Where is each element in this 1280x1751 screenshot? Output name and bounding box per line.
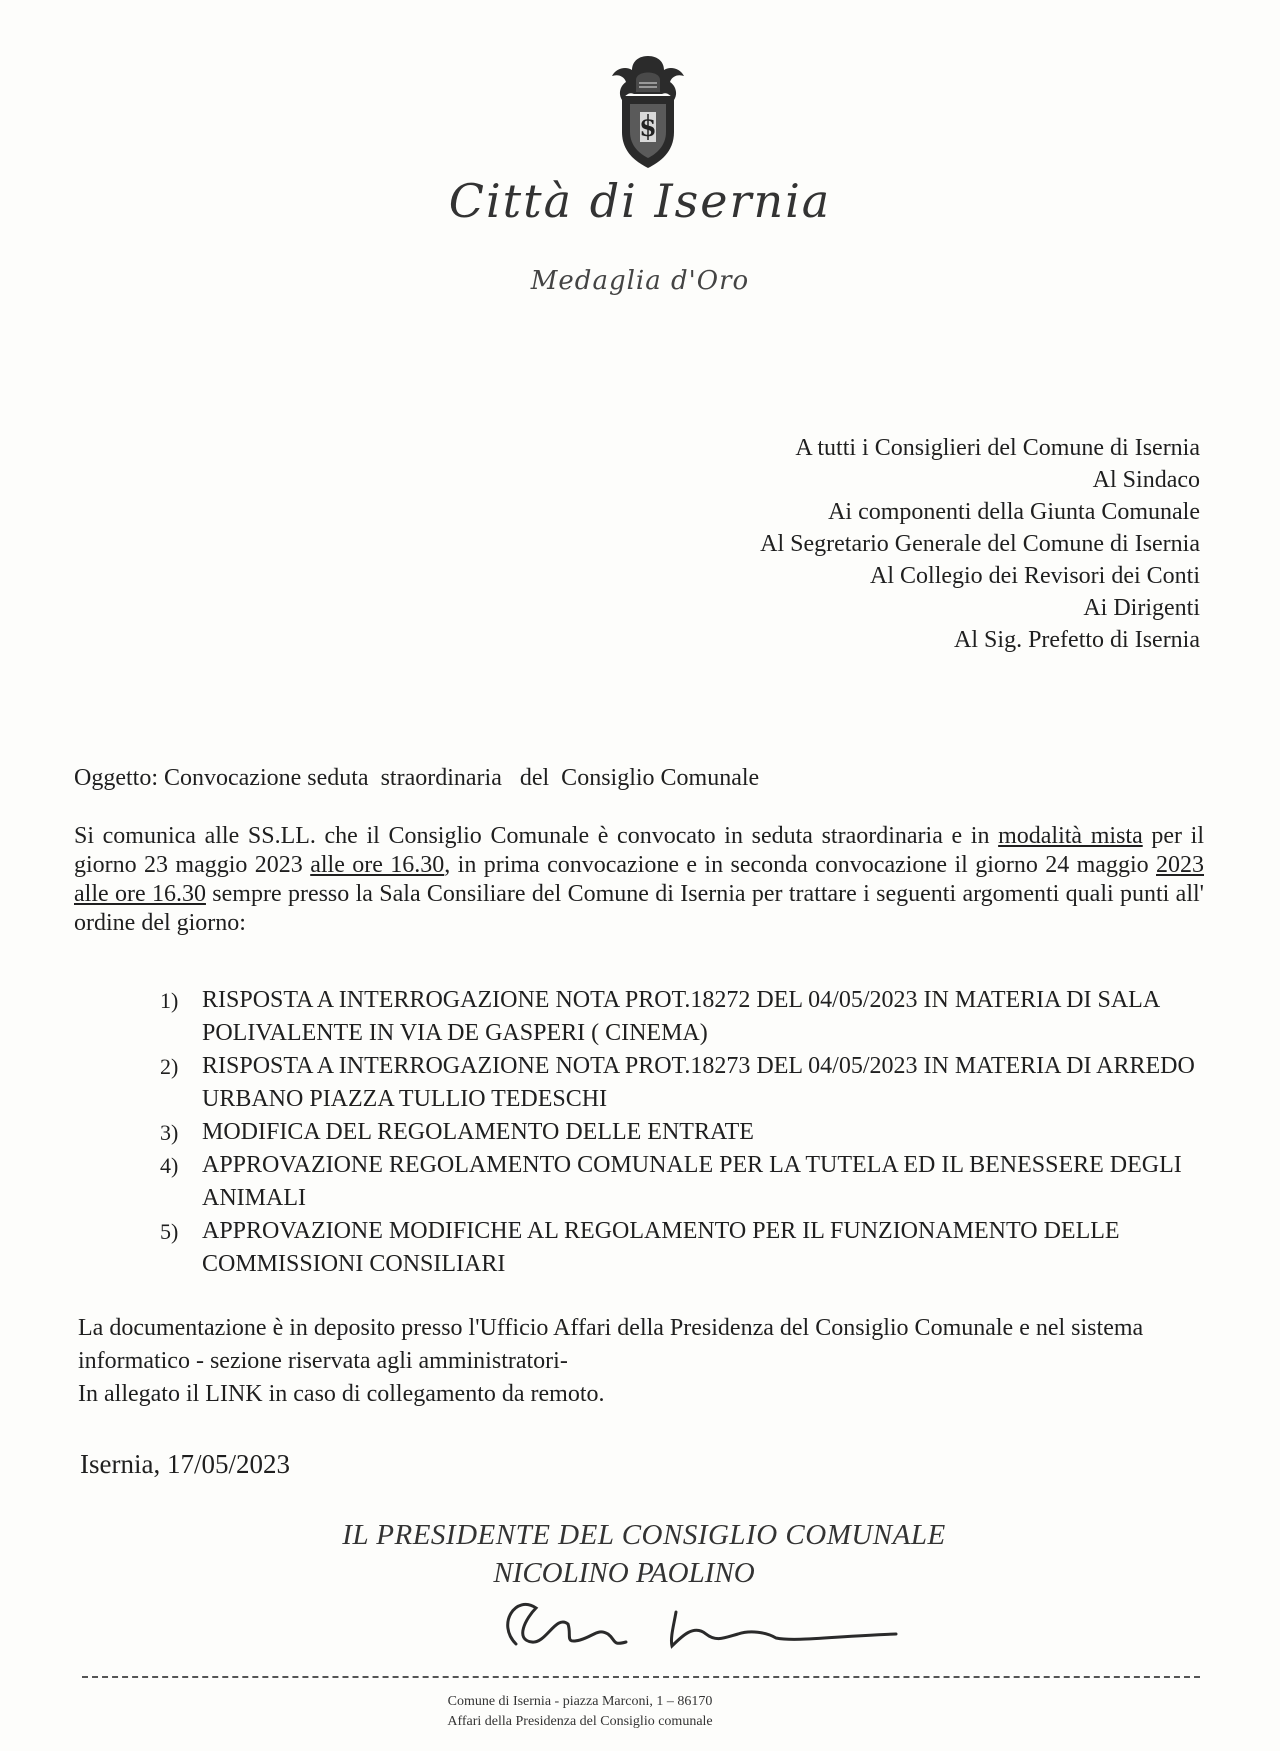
footer-address: Comune di Isernia - piazza Marconi, 1 – 86170 bbox=[447, 1694, 713, 1709]
agenda-item-number: 2) bbox=[160, 1054, 179, 1079]
recipient-line: Al Segretario Generale del Comune di Isernia bbox=[760, 531, 1200, 557]
intro-underlined-text: modalità mista bbox=[998, 823, 1143, 849]
handwritten-signature-icon bbox=[476, 1584, 916, 1664]
deposit-text: La documentazione è in deposito presso l'Ufficio Affari della Presidenza del Consiglio Comunale e nel sistema informatico - sezione riservata agli amministratori- bbox=[78, 1315, 1144, 1374]
remote-link-note: In allegato il LINK in caso di collegamento da remoto. bbox=[78, 1381, 605, 1407]
agenda-item bbox=[160, 1149, 1200, 1215]
agenda-item-text: APPROVAZIONE REGOLAMENTO COMUNALE PER LA TUTELA ED IL BENESSERE DEGLI ANIMALI bbox=[202, 1152, 1182, 1211]
intro-text: Si comunica alle SS.LL. che il Consiglio Comunale è convocato in seduta straordinaria e in bbox=[74, 823, 999, 849]
agenda-item bbox=[160, 1050, 1200, 1116]
deposit-paragraph bbox=[78, 1312, 1208, 1411]
agenda-item-number: 3) bbox=[160, 1120, 179, 1145]
intro-paragraph bbox=[74, 822, 1204, 938]
intro-text: , in prima convocazione e in seconda convocazione il giorno 24 maggio bbox=[444, 852, 1157, 878]
agenda-item bbox=[160, 1215, 1200, 1281]
recipient-line: Ai componenti della Giunta Comunale bbox=[828, 499, 1200, 525]
signatory-title: IL PRESIDENTE DEL CONSIGLIO COMUNALE bbox=[342, 1519, 946, 1551]
agenda-item-text: RISPOSTA A INTERROGAZIONE NOTA PROT.18273 DEL 04/05/2023 IN MATERIA DI ARREDO URBANO PIAZZA TULLIO TEDESCHI bbox=[202, 1053, 1195, 1112]
subject-line: Oggetto: Convocazione seduta straordinaria del Consiglio Comunale bbox=[74, 765, 760, 791]
coat-of-arms-icon bbox=[608, 52, 688, 170]
agenda-item-text: MODIFICA DEL REGOLAMENTO DELLE ENTRATE bbox=[202, 1119, 754, 1145]
intro-underlined-text: alle ore 16.30 bbox=[310, 852, 445, 878]
recipient-line: Al Collegio dei Revisori dei Conti bbox=[870, 563, 1200, 589]
city-name: Città di Isernia bbox=[448, 174, 832, 228]
agenda-item-text: RISPOSTA A INTERROGAZIONE NOTA PROT.18272 DEL 04/05/2023 IN MATERIA DI SALA POLIVALENTE IN VIA DE GASPERI ( CINEMA) bbox=[202, 987, 1159, 1046]
signatory-name: NICOLINO PAOLINO bbox=[493, 1557, 755, 1589]
recipient-line: Ai Dirigenti bbox=[1083, 595, 1200, 621]
footer-office: Affari della Presidenza del Consiglio comunale bbox=[447, 1714, 713, 1729]
agenda-item bbox=[160, 984, 1200, 1050]
recipient-line: A tutti i Consiglieri del Comune di Isernia bbox=[795, 435, 1200, 461]
agenda-item-number: 1) bbox=[160, 988, 179, 1013]
recipient-line: Al Sig. Prefetto di Isernia bbox=[954, 627, 1200, 653]
agenda-item-number: 5) bbox=[160, 1219, 179, 1244]
footer-divider bbox=[82, 1676, 1200, 1678]
city-subtitle: Medaglia d'Oro bbox=[530, 266, 750, 296]
intro-underlined-text: 2023 alle ore 16.30 bbox=[74, 852, 1205, 907]
agenda-list bbox=[160, 984, 1200, 1281]
intro-text: sempre presso la Sala Consiliare del Comune di Isernia per trattare i seguenti argomenti quali punti all' ordine del giorno: bbox=[74, 881, 1204, 936]
agenda-item-text: APPROVAZIONE MODIFICHE AL REGOLAMENTO PER IL FUNZIONAMENTO DELLE COMMISSIONI CONSILIARI bbox=[202, 1218, 1120, 1277]
footer bbox=[0, 1692, 1160, 1732]
date-place: Isernia, 17/05/2023 bbox=[80, 1449, 290, 1479]
intro-text: per il giorno 23 maggio 2023 bbox=[74, 823, 1204, 878]
svg-text:S: S bbox=[640, 116, 656, 142]
agenda-item-number: 4) bbox=[160, 1153, 179, 1178]
agenda-item bbox=[160, 1116, 1200, 1149]
recipients-list bbox=[760, 432, 1200, 656]
recipient-line: Al Sindaco bbox=[1092, 467, 1200, 493]
